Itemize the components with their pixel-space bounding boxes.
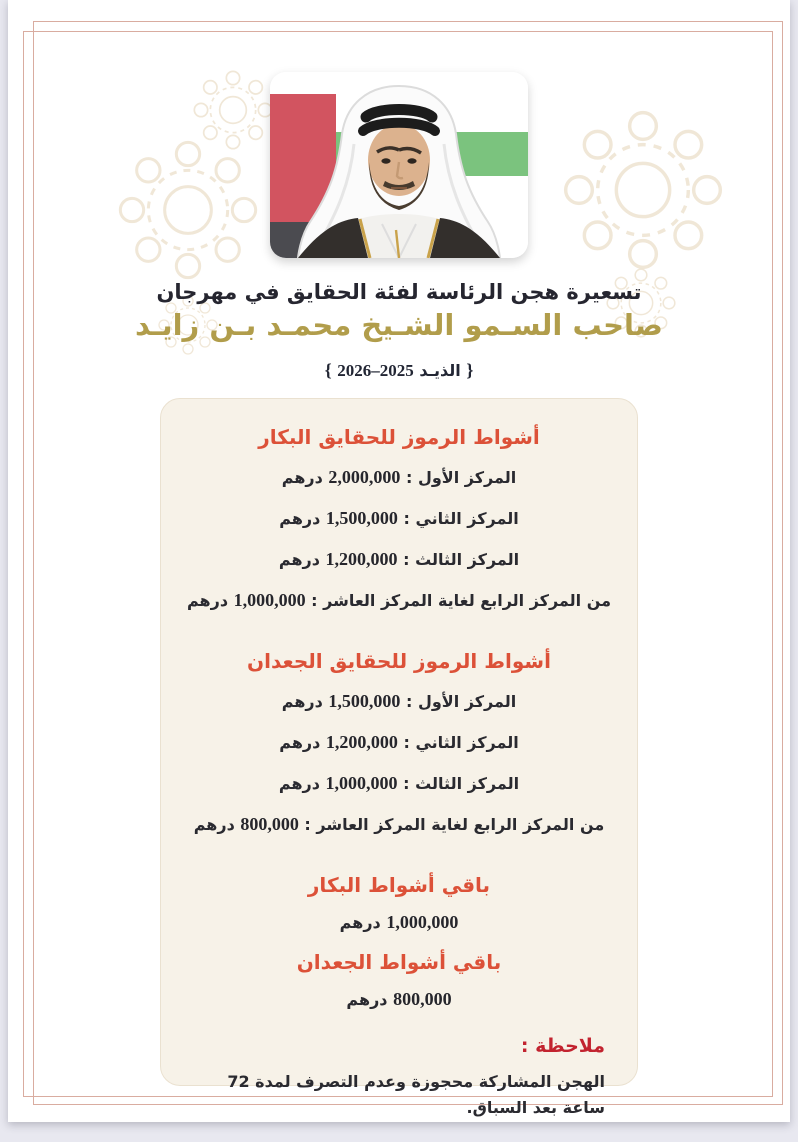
prize-label: من المركز الرابع لغاية المركز العاشر <box>316 815 605 834</box>
prize-separator: : <box>397 509 416 528</box>
remaining-rounds-jaadan <box>183 950 615 1013</box>
event-title-line: تسعيرة هجن الرئاسة لفئة الحقايق في مهرجان <box>156 280 642 304</box>
remaining-amount-row <box>183 986 615 1013</box>
prize-amount: 1,200,000 <box>325 549 398 569</box>
event-edition-subtitle <box>8 360 790 381</box>
prize-label: المركز الأول <box>417 468 517 487</box>
prize-currency: درهم <box>279 733 326 752</box>
prize-amount: 800,000 <box>240 814 299 834</box>
remaining-heading: باقي أشواط البكار <box>307 873 491 897</box>
prize-amount: 800,000 <box>393 989 452 1009</box>
prize-row <box>183 769 615 798</box>
prize-amount: 1,500,000 <box>325 508 398 528</box>
patron-name-title: صاحب السـمو الشـيخ محمـد بـن زايـد <box>135 308 663 342</box>
prize-label: المركز الثالث <box>415 774 520 793</box>
prize-label: المركز الثاني <box>415 733 519 752</box>
prize-label: المركز الأول <box>417 692 517 711</box>
arabesque-ornament <box>193 70 273 150</box>
prize-section-bakar <box>183 425 615 615</box>
section-heading: أشواط الرموز للحقايق الجعدان <box>247 649 551 673</box>
note-body: الهجن المشاركة محجوزة وعدم التصرف لمدة 72 ساعة بعد السباق. <box>227 1072 605 1117</box>
prize-row <box>183 810 615 839</box>
prize-row <box>183 687 615 716</box>
prize-currency: درهم <box>278 774 326 793</box>
prize-currency: درهم <box>281 692 329 711</box>
prize-row <box>183 545 615 574</box>
subtitle-place: الذيـد <box>419 361 461 380</box>
president-portrait-photo <box>270 72 528 258</box>
prize-currency: درهم <box>186 591 234 610</box>
prize-separator: : <box>298 815 317 834</box>
prize-list-box <box>160 398 638 1117</box>
subtitle-open-brace: { <box>466 360 474 380</box>
prize-amount: 1,200,000 <box>325 732 398 752</box>
prize-separator: : <box>305 591 324 610</box>
prize-row <box>183 504 615 533</box>
prize-currency: درهم <box>279 509 326 528</box>
prize-currency: درهم <box>278 550 326 569</box>
arabesque-ornament <box>563 110 723 270</box>
remaining-amount-row <box>183 909 615 936</box>
prize-currency: درهم <box>193 815 241 834</box>
prize-row <box>183 586 615 615</box>
prize-label: من المركز الرابع لغاية المركز العاشر <box>323 591 612 610</box>
remaining-heading: باقي أشواط الجعدان <box>296 950 502 974</box>
section-heading: أشواط الرموز للحقايق البكار <box>258 425 540 449</box>
prize-separator: : <box>400 468 418 487</box>
prize-separator: : <box>397 733 416 752</box>
prize-separator: : <box>400 692 418 711</box>
subtitle-close-brace: } <box>324 360 332 380</box>
uae-flag-portrait-graphic <box>270 72 528 258</box>
document-page <box>8 0 790 1122</box>
prize-amount: 1,000,000 <box>386 912 459 932</box>
prize-amount: 1,500,000 <box>328 691 401 711</box>
note-label: ملاحظة : <box>520 1035 605 1057</box>
note-block <box>183 1035 615 1121</box>
prize-row <box>183 728 615 757</box>
prize-currency: درهم <box>346 990 394 1009</box>
prize-amount: 1,000,000 <box>325 773 398 793</box>
prize-currency: درهم <box>281 468 329 487</box>
prize-amount: 1,000,000 <box>233 590 306 610</box>
remaining-rounds-bakar <box>183 873 615 936</box>
prize-separator: : <box>397 550 416 569</box>
prize-separator: : <box>397 774 416 793</box>
arabesque-ornament <box>118 140 258 280</box>
prize-label: المركز الثالث <box>415 550 520 569</box>
prize-row <box>183 463 615 492</box>
prize-section-jaadan <box>183 649 615 839</box>
prize-currency: درهم <box>339 913 387 932</box>
subtitle-years: 2025–2026 <box>337 361 414 380</box>
prize-amount: 2,000,000 <box>328 467 401 487</box>
prize-label: المركز الثاني <box>415 509 519 528</box>
